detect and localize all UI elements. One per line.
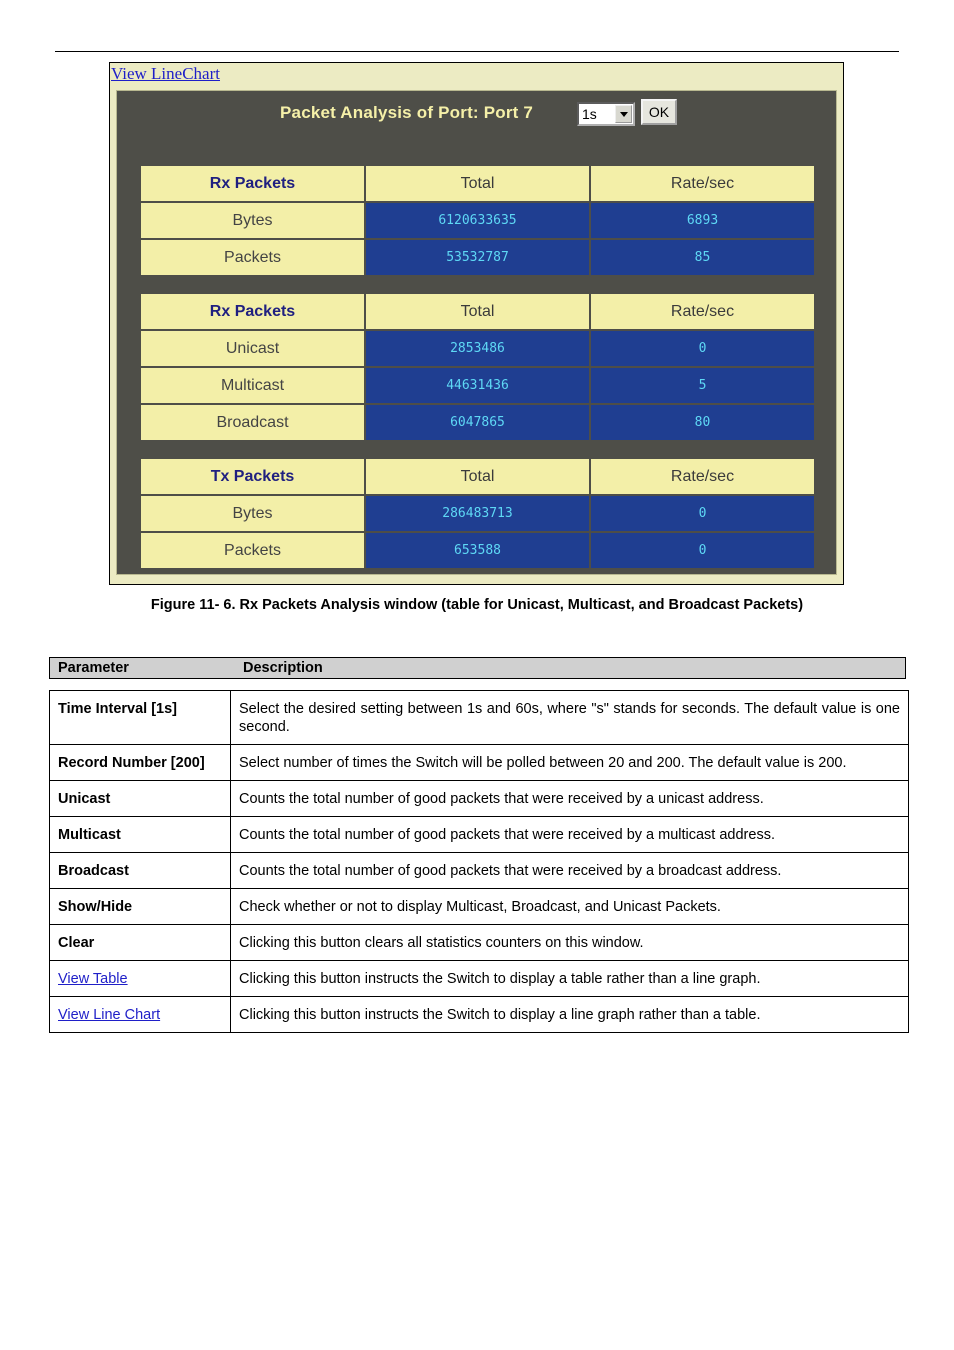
rate-value: 5 [591,368,814,403]
param-description: Clicking this button clears all statistics counters on this window. [231,925,909,961]
ok-button[interactable]: OK [641,99,677,125]
description-column-header: Description [243,660,323,676]
table-row [141,240,816,277]
chevron-down-icon[interactable] [615,105,632,123]
param-table-header [49,657,906,679]
header-cell: Total [366,166,589,201]
table-header-row [141,166,816,203]
packet-analysis-screenshot [109,62,844,585]
table-row [141,533,816,570]
total-value: 53532787 [366,240,589,275]
param-name: Broadcast [50,853,231,889]
rx-cast-table [141,294,816,442]
parameter-table [49,690,909,1033]
table-row [50,961,909,997]
param-name: Unicast [50,781,231,817]
header-cell: Total [366,294,589,329]
view-table-link[interactable]: View Table [50,961,231,997]
param-description: Select number of times the Switch will be polled between 20 and 200. The default value is 200. [231,745,909,781]
table-row [50,745,909,781]
table-row [141,405,816,442]
row-label: Bytes [141,496,364,531]
table-row [141,368,816,405]
param-name: Clear [50,925,231,961]
table-header-row [141,294,816,331]
header-cell: Rx Packets [141,166,364,201]
figure-caption: Figure 11- 6. Rx Packets Analysis window (table for Unicast, Multicast, and Broadcast Packets) [150,597,804,613]
analysis-panel [116,90,837,575]
panel-title: Packet Analysis of Port: Port 7 [280,103,534,122]
rate-value: 0 [591,496,814,531]
param-name: Multicast [50,817,231,853]
rx-bytes-table [141,166,816,277]
total-value: 44631436 [366,368,589,403]
total-value: 6047865 [366,405,589,440]
header-cell: Rate/sec [591,459,814,494]
table-row [50,691,909,745]
param-name: Show/Hide [50,889,231,925]
table-header-row [141,459,816,496]
header-cell: Tx Packets [141,459,364,494]
parameter-column-header: Parameter [58,660,129,676]
rate-value: 0 [591,331,814,366]
rate-value: 85 [591,240,814,275]
top-rule [55,51,899,52]
table-row [50,817,909,853]
row-label: Packets [141,240,364,275]
row-label: Packets [141,533,364,568]
table-row [50,997,909,1033]
total-value: 286483713 [366,496,589,531]
table-row [50,925,909,961]
param-description: Counts the total number of good packets that were received by a multicast address. [231,817,909,853]
header-cell: Rx Packets [141,294,364,329]
row-label: Broadcast [141,405,364,440]
table-row [50,889,909,925]
header-cell: Total [366,459,589,494]
rate-value: 6893 [591,203,814,238]
table-row [141,203,816,240]
total-value: 6120633635 [366,203,589,238]
param-description: Check whether or not to display Multicast, Broadcast, and Unicast Packets. [231,889,909,925]
table-row [50,781,909,817]
row-label: Bytes [141,203,364,238]
row-label: Unicast [141,331,364,366]
row-label: Multicast [141,368,364,403]
interval-value: 1s [582,106,597,122]
param-description: Counts the total number of good packets that were received by a unicast address. [231,781,909,817]
header-cell: Rate/sec [591,166,814,201]
param-description: Clicking this button instructs the Switch to display a line graph rather than a table. [231,997,909,1033]
header-cell: Rate/sec [591,294,814,329]
param-description: Select the desired setting between 1s and 60s, where "s" stands for seconds. The default value is one second. [231,691,909,745]
view-linechart-link[interactable]: View LineChart [111,64,220,83]
rate-value: 0 [591,533,814,568]
param-description: Counts the total number of good packets that were received by a broadcast address. [231,853,909,889]
total-value: 653588 [366,533,589,568]
view-line-chart-link[interactable]: View Line Chart [50,997,231,1033]
param-description: Clicking this button instructs the Switch to display a table rather than a line graph. [231,961,909,997]
table-row [141,496,816,533]
tx-table [141,459,816,570]
table-row [50,853,909,889]
param-name: Time Interval [1s] [50,691,231,745]
table-row [141,331,816,368]
rate-value: 80 [591,405,814,440]
total-value: 2853486 [366,331,589,366]
param-name: Record Number [200] [50,745,231,781]
interval-select[interactable] [577,102,635,126]
